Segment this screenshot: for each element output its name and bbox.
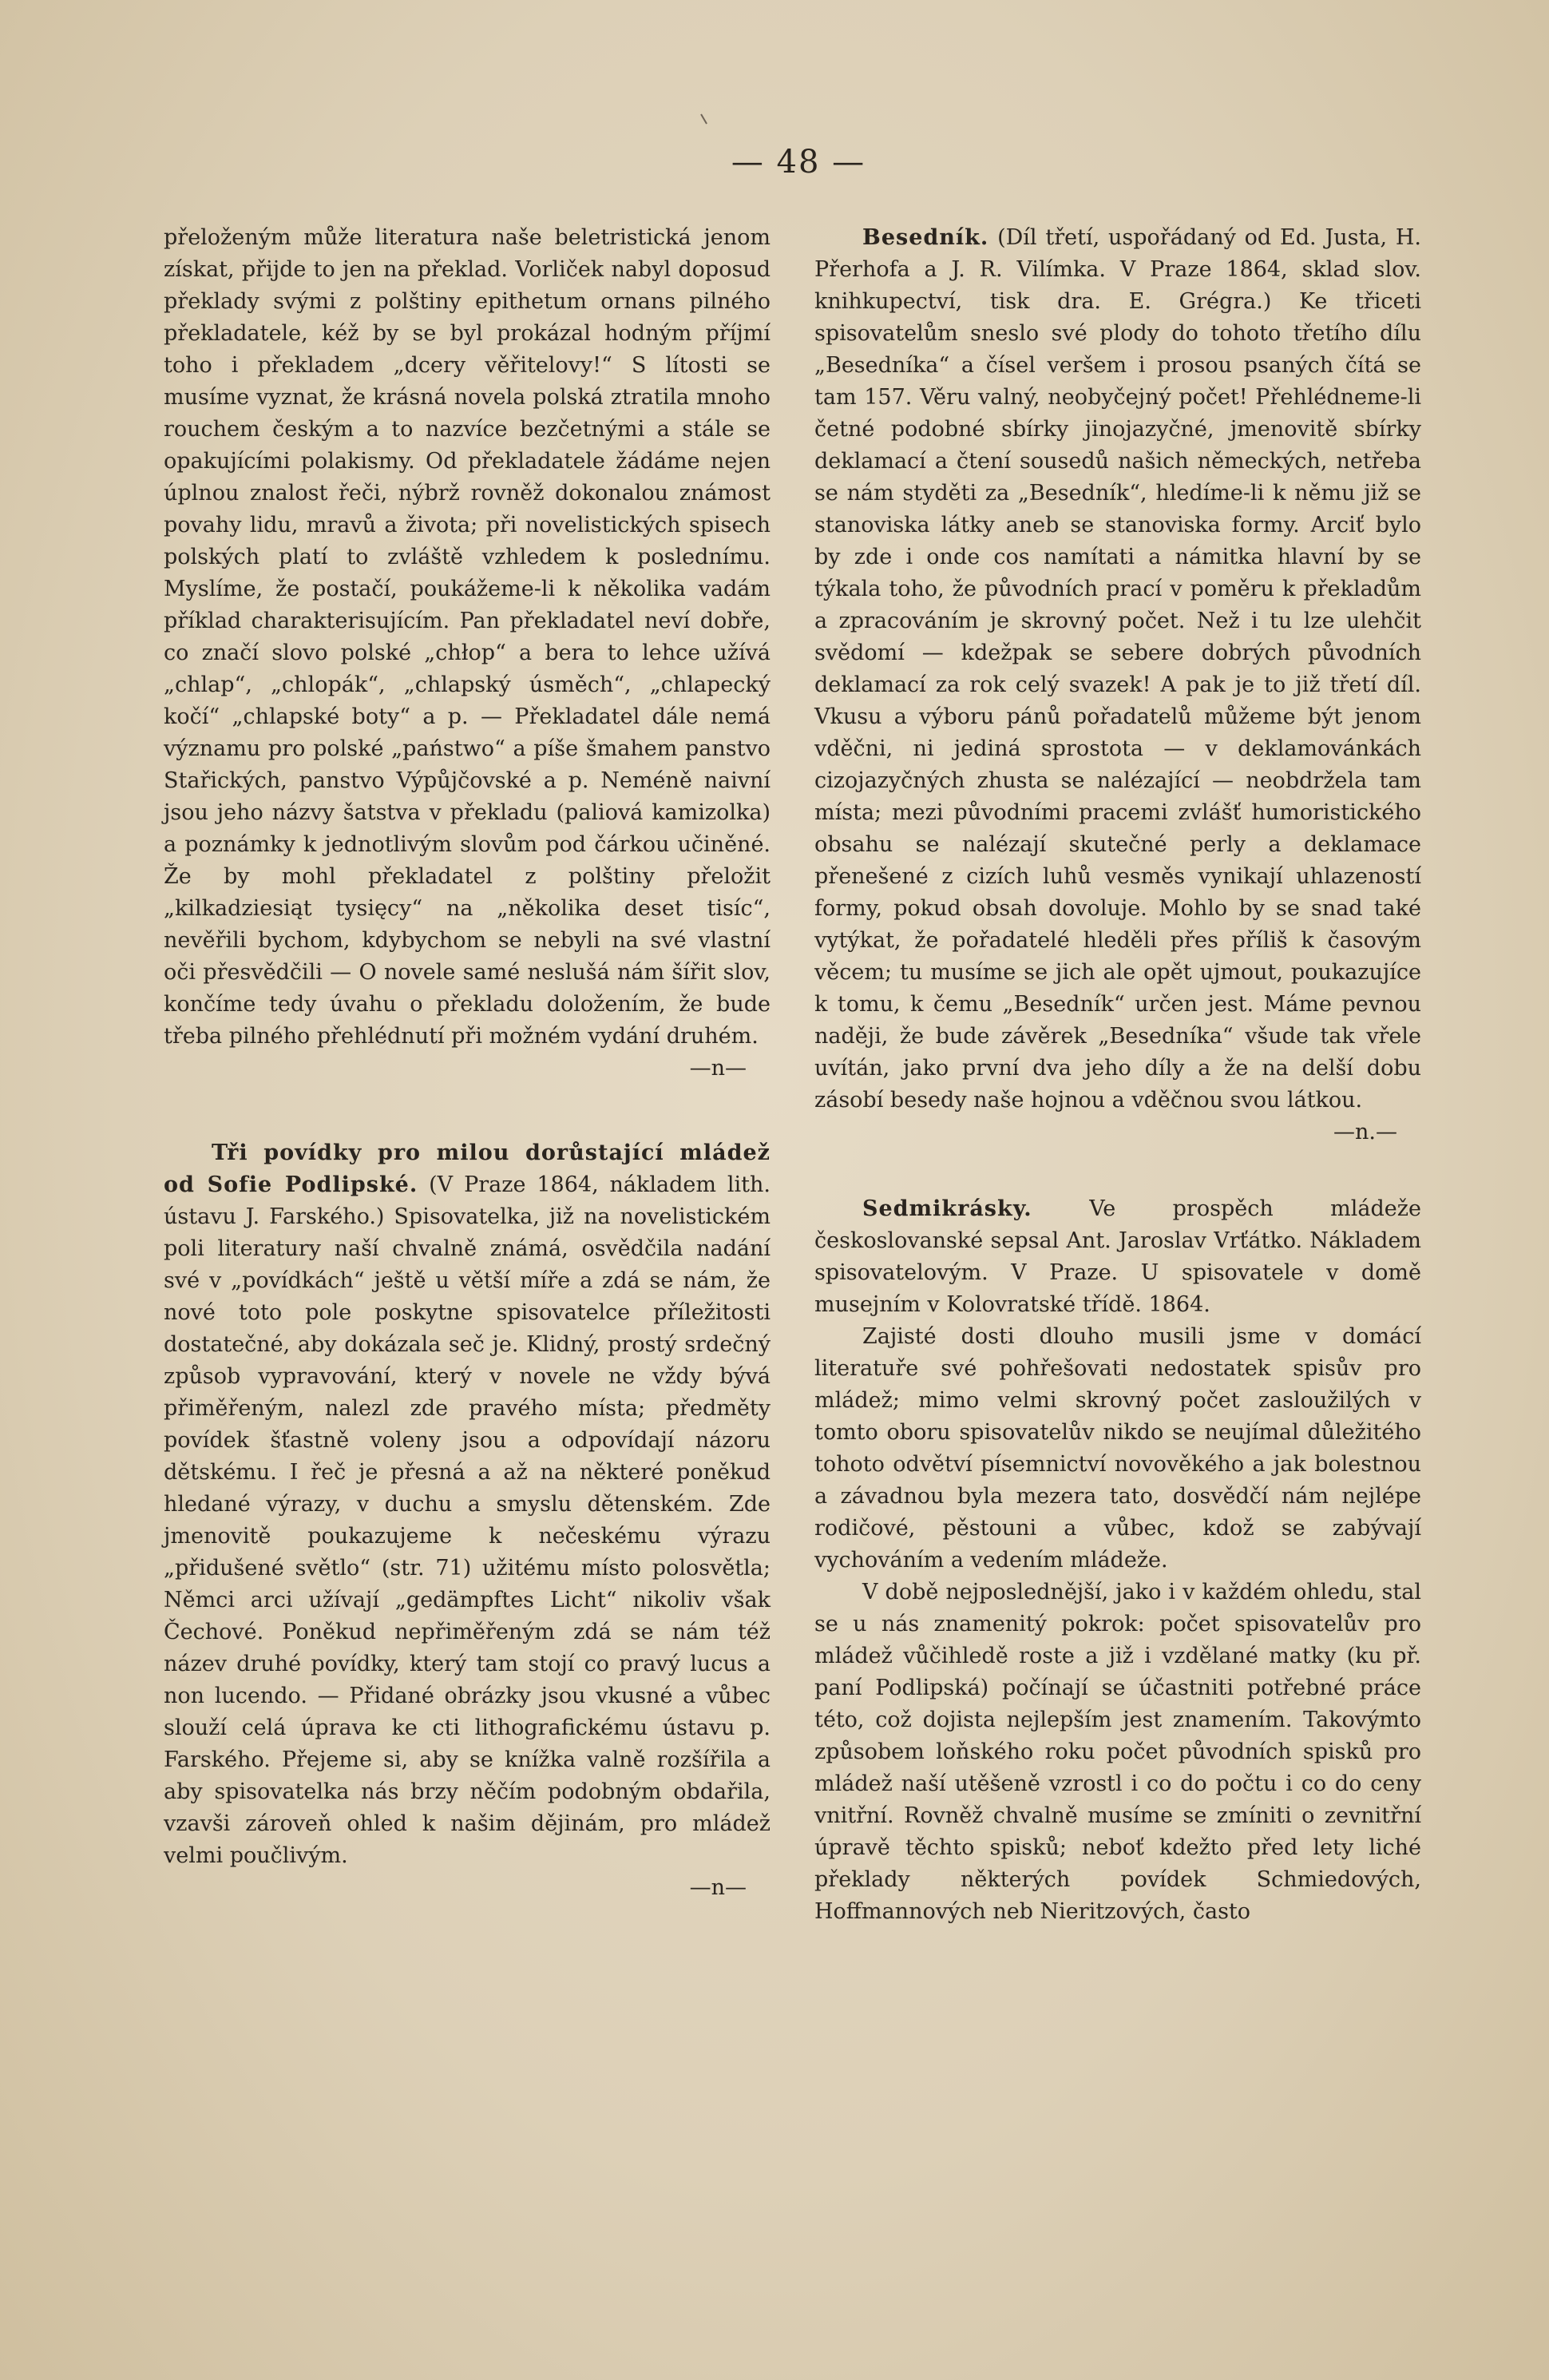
review-title: Besedník.: [862, 225, 989, 250]
review-title: Sedmikrásky.: [862, 1196, 1032, 1221]
section-gap: [164, 1085, 771, 1137]
review-text: (Díl třetí, uspořádaný od Ed. Justa, H. Přerhofa a J. R. Vilímka. V Praze 1864, sklad slov. knihkupectví, tisk dra. E. Grégra.) Ke třiceti spisovatelům sneslo své plody do tohoto třetího dílu „Besedníka“ a čísel veršem i prosou psaných čítá se tam 157. Věru valný, neobyčejný počet! Přehlédneme-li četné podobné sbírky jinojazyčné, jmenovitě sbírky deklamací a čtení sousedů našich německých, netřeba se nám styděti za „Besedník“, hledíme-li k němu již se stanoviska látky aneb se stanoviska formy. Arciť bylo by zde i onde cos namítati a námitka hlavní by se týkala toho, že původních prací v poměru k překladům a zpracováním je skrovný počet. Než i tu lze ulehčit svědomí — kdežpak se sebere dobrých původních deklamací za rok celý svazek! A pak je to již třetí díl. Vkusu a výboru pánů pořadatelů můžeme být jenom vděčni, ni jediná sprostota — v deklamovánkách cizojazyčných zhusta se nalézající — neobdržela tam místa; mezi původními pracemi zvlášť humoristického obsahu se nalézají skutečné perly a deklamace přenešené z cizích luhů vesměs vynikají uhlazeností formy, pokud obsah dovoluje. Mohlo by se snad také vytýkat, že pořadatelé hleděli přes příliš k časovým věcem; tu musíme se jich ale opět ujmout, poukazujíce k tomu, k čemu „Besedník“ určen jest. Máme pevnou naději, že bude závěrek „Besedníka“ všude tak vřele uvítán, jako první dva jeho díly a že na delší dobu zásobí besedy naše hojnou a vděčnou svou látkou.: [814, 225, 1421, 1113]
right-column: [814, 222, 1421, 1928]
review-text: přeloženým může literatura naše beletristická jenom získat, přijde to jen na překlad. Vorliček nabyl doposud překlady svými z polštiny epithetum ornans pilného překladatele, kéž by se byl prokázal hodným příjmí toho i překladem „dcery věřitelovy!“ S lítosti se musíme vyznat, že krásná novela polská ztratila mnoho rouchem českým a to nazvíce bezčetnými a stále se opakujícími polakismy. Od překladatele žádáme nejen úplnou znalost řeči, nýbrž rovněž dokonalou známost povahy lidu, mravů a života; při novelistických spisech polských platí to zvláště vzhledem k poslednímu. Myslíme, že postačí, poukážeme-li k několika vadám příklad charakterisujícím. Pan překladatel neví dobře, co značí slovo polské „chłop“ a bera to lehce užívá „chlap“, „chlopák“, „chlapský úsměch“, „chlapecký kočí“ „chlapské boty“ a p. — Překladatel dále nemá významu pro polské „państwo“ a píše šmahem panstvo Stařických, panstvo Výpůjčovské a p. Neméně naivní jsou jeho názvy šatstva v překladu (paliová kamizolka) a poznámky k jednotlivým slovům pod čárkou učiněné. Že by mohl překladatel z polštiny přeložit „kilkadziesiąt tysięcy“ na „několika deset tisíc“, nevěřili bychom, kdybychom se nebyli na své vlastní oči přesvědčili — O novele samé neslušá nám šířit slov, končíme tedy úvahu o překladu doložením, že bude třeba pilného přehlédnutí při možném vydání druhém.: [164, 225, 771, 1049]
review-body: [814, 222, 1421, 1117]
review-besednik: [814, 222, 1421, 1148]
page-number: — 48 —: [731, 144, 866, 180]
left-column: [164, 222, 771, 1904]
review-intro-text: Ve prospěch mládeže českoslovanské sepsal Ant. Jaroslav Vrťátko. Nákladem spisovatelovým. V Praze. U spisovatele v domě musejním v Kolovratské třídě. 1864.: [814, 1196, 1421, 1317]
review-text: (V Praze 1864, nákladem lith. ústavu J. Farského.) Spisovatelka, již na novelistickém poli literatury naší chvalně známá, osvědčila nadání své v „povídkách“ ještě u větší míře a zdá se nám, že nové toto pole poskytne spisovatelce příležitosti dostatečné, aby dokázala seč je. Klidný, prostý srdečný způsob vypravování, který v novele ne vždy bývá přiměřeným, nalezl zde pravého místa; předměty povídek šťastně voleny jsou a odpovídají názoru dětskému. I řeč je přesná a až na některé poněkud hledané výrazy, v duchu a smyslu dětenském. Zde jmenovitě poukazujeme k nečeskému výrazu „přidušené světlo“ (str. 71) užitému místo polosvětla; Němci arci užívají „gedämpftes Licht“ nikoliv však Čechové. Poněkud nepřiměřeným zdá se nám též název druhé povídky, který tam stojí co pravý lucus a non lucendo. — Přidané obrázky jsou vkusné a vůbec slouží celá úprava ke cti lithografickému ústavu p. Farského. Přejeme si, aby se knížka valně rozšířila a aby spisovatelka nás brzy něčím podobným obdařila, vzavši zároveň ohled k našim dějinám, pro mládež velmi poučlivým.: [164, 1172, 771, 1868]
review-tri-povidky: [164, 1137, 771, 1904]
review-signature: —n—: [689, 1056, 747, 1081]
review-signature: —n—: [689, 1875, 747, 1900]
review-intro: [814, 1193, 1421, 1321]
ink-mark: [700, 110, 713, 124]
review-paragraph: Zajisté dosti dlouho musili jsme v domácí literatuře své pohřešovati nedostatek spisův pro mládež; mimo velmi skrovný počet zasloužilých v tomto oboru spisovatelův nikdo se neujímal důležitého tohoto odvětví písemnictví novověkého a jak bolestnou a závadnou byla mezera tato, dosvědčí nám nejlépe rodičové, pěstouni a vůbec, kdož se zabývají vychováním a vedením mládeže.: [814, 1324, 1421, 1573]
review-title: Tři povídky pro milou dorůstající mládež od Sofie Podlipské.: [164, 1140, 771, 1197]
section-gap: [814, 1148, 1421, 1193]
review-signature: —n.—: [1333, 1120, 1397, 1144]
review-paragraph: V době nejposlednější, jako i v každém ohledu, stal se u nás znamenitý pokrok: počet spisovatelův pro mládež vůčihledě roste a již i vzdělané matky (ku př. paní Podlipská) počínají se účastniti potřebné práce této, což dojista nejlepším jest znamením. Takovýmto způsobem loňského roku počet původních spisků pro mládež naší utěšeně vzrostl i co do počtu i co do ceny vnitřní. Rovněž chvalně musíme se zmíniti o zevnitřní úpravě těchto spisků; neboť kdežto před lety liché překlady některých povídek Schmiedových, Hoffmannových neb Nieritzových, často: [814, 1580, 1421, 1924]
review-translation: [164, 222, 771, 1085]
review-body: [164, 1137, 771, 1872]
review-sedmikrasky: [814, 1193, 1421, 1928]
